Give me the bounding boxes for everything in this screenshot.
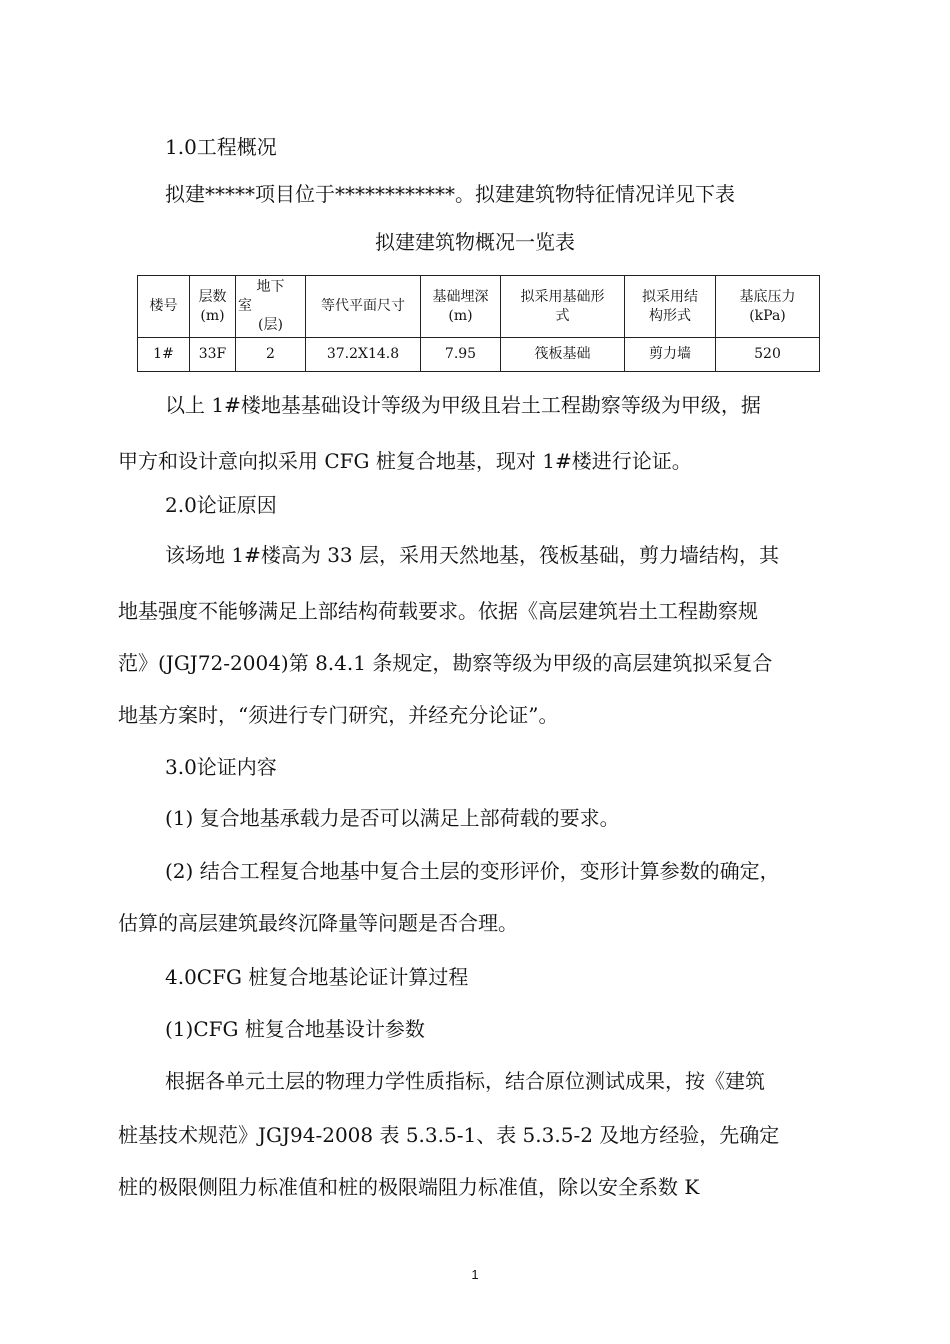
- cell-floors: 33F: [190, 338, 236, 372]
- paragraph-2-line-1: 该场地 1#楼高为 33 层，采用天然地基，筏板基础，剪力墙结构，其: [165, 543, 780, 567]
- section-1-intro: 拟建*****项目位于************。拟建建筑物特征情况详见下表: [165, 182, 735, 206]
- table-header-row: [138, 276, 820, 338]
- page-number: 1: [471, 1267, 479, 1282]
- section-4-subheading: (1)CFG 桩复合地基设计参数: [165, 1017, 425, 1041]
- header-foundation-depth: 基础埋深 (m): [421, 276, 501, 338]
- section-1-heading: 1.0工程概况: [165, 135, 277, 159]
- list-item-1: (1) 复合地基承载力是否可以满足上部荷载的要求。: [165, 806, 620, 830]
- building-overview-table: [137, 275, 820, 372]
- cell-base-pressure: 520: [716, 338, 820, 372]
- section-2-heading: 2.0论证原因: [165, 493, 277, 517]
- paragraph-1-line-2: 甲方和设计意向拟采用 CFG 桩复合地基，现对 1#楼进行论证。: [118, 449, 692, 473]
- paragraph-4-line-3: 桩的极限侧阻力标准值和桩的极限端阻力标准值，除以安全系数 K: [118, 1175, 700, 1199]
- section-3-heading: 3.0论证内容: [165, 755, 277, 779]
- cell-structure-type: 剪力墙: [625, 338, 716, 372]
- cell-foundation-depth: 7.95: [421, 338, 501, 372]
- table-row: [138, 338, 820, 372]
- paragraph-4-line-1: 根据各单元土层的物理力学性质指标，结合原位测试成果，按《建筑: [165, 1069, 765, 1093]
- cell-plan-size: 37.2X14.8: [306, 338, 421, 372]
- cell-basement: 2: [236, 338, 306, 372]
- paragraph-1-line-1: 以上 1#楼地基基础设计等级为甲级且岩土工程勘察等级为甲级，据: [165, 393, 761, 417]
- table-title: 拟建建筑物概况一览表: [375, 230, 575, 254]
- header-foundation-type: 拟采用基础形 式: [501, 276, 625, 338]
- cell-building-no: 1#: [138, 338, 190, 372]
- list-item-2-line-2: 估算的高层建筑最终沉降量等问题是否合理。: [118, 911, 518, 935]
- paragraph-2-line-4: 地基方案时，“须进行专门研究，并经充分论证”。: [118, 703, 559, 727]
- header-base-pressure: 基底压力 (kPa): [716, 276, 820, 338]
- header-plan-size: 等代平面尺寸: [306, 276, 421, 338]
- cell-foundation-type: 筏板基础: [501, 338, 625, 372]
- header-floors: 层数 (m): [190, 276, 236, 338]
- paragraph-2-line-2: 地基强度不能够满足上部结构荷载要求。依据《高层建筑岩土工程勘察规: [118, 599, 758, 623]
- section-4-heading: 4.0CFG 桩复合地基论证计算过程: [165, 965, 469, 989]
- paragraph-4-line-2: 桩基技术规范》JGJ94-2008 表 5.3.5-1、表 5.3.5-2 及地方经验，先确定: [118, 1123, 780, 1147]
- header-building-no: 楼号: [138, 276, 190, 338]
- header-structure-type: 拟采用结 构形式: [625, 276, 716, 338]
- paragraph-2-line-3: 范》(JGJ72-2004)第 8.4.1 条规定，勘察等级为甲级的高层建筑拟采复合: [118, 651, 773, 675]
- list-item-2-line-1: (2) 结合工程复合地基中复合土层的变形评价，变形计算参数的确定，: [165, 859, 780, 883]
- header-basement: 地下 室 (层): [236, 276, 306, 338]
